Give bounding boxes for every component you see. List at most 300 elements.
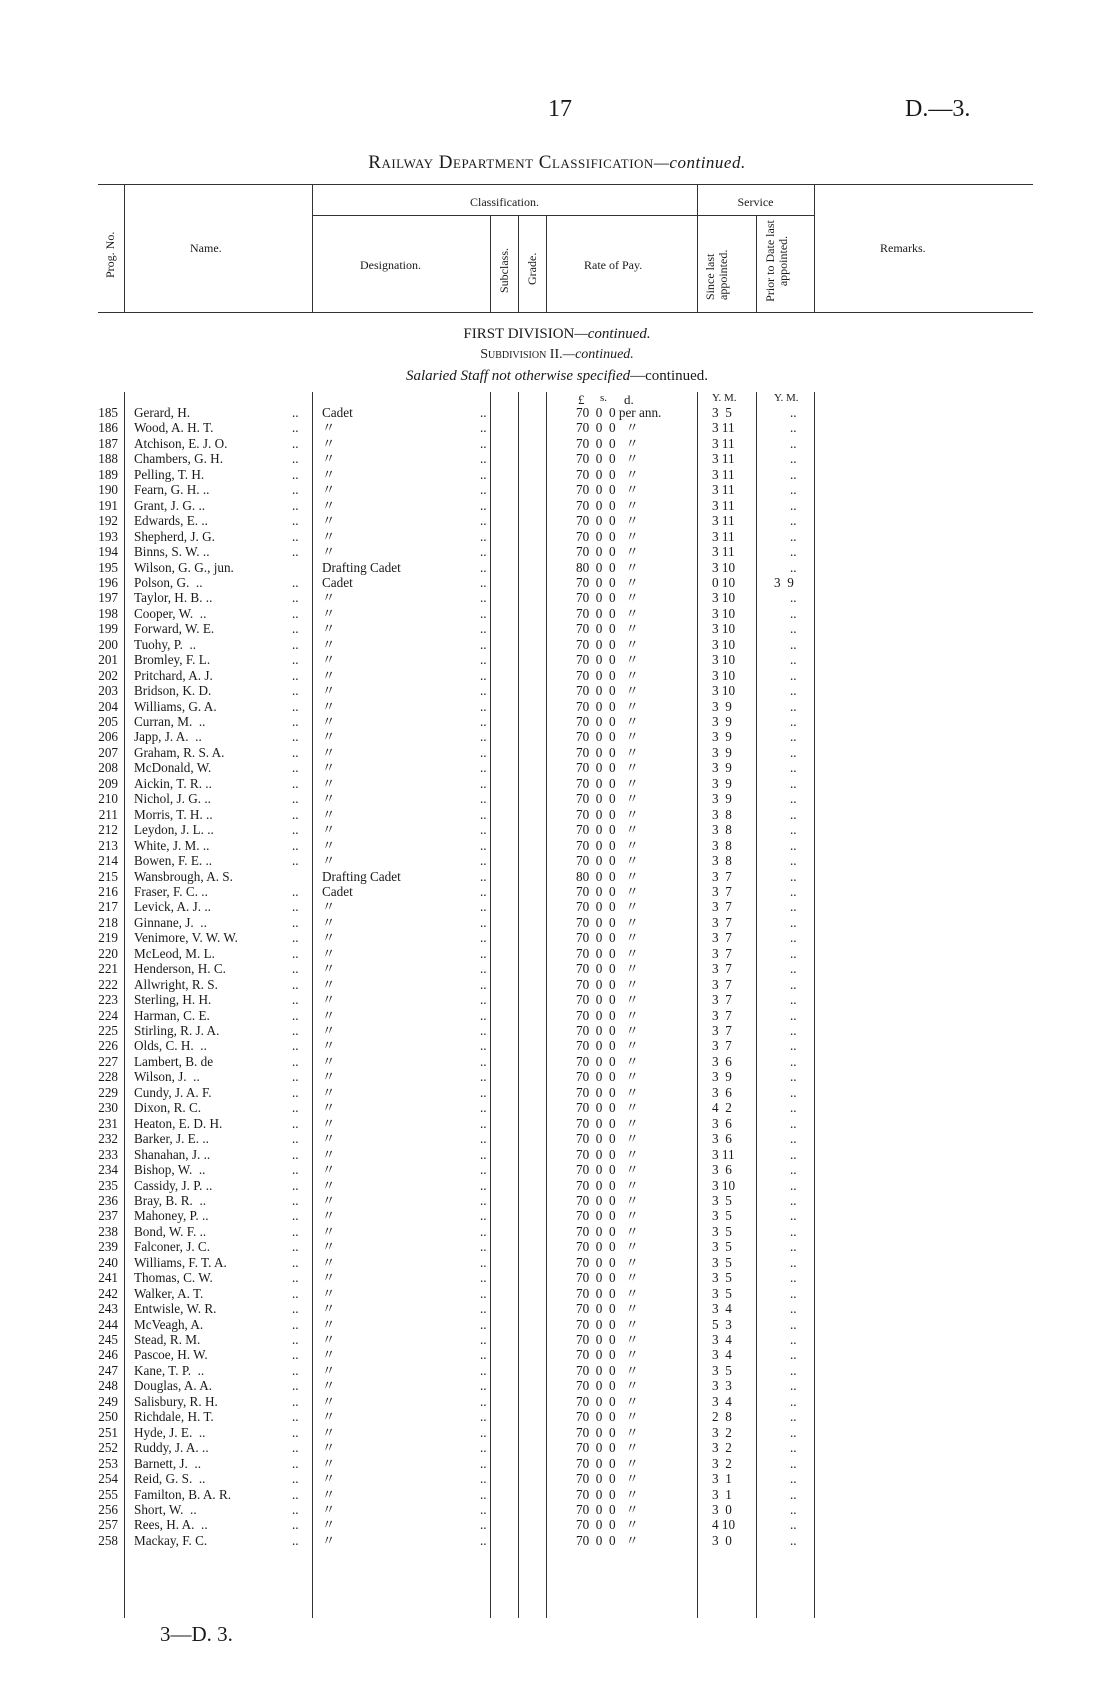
name-cell: Wansbrough, A. S.	[134, 868, 233, 884]
prior-leader-cell: ..	[790, 1146, 797, 1162]
classification-rule	[312, 215, 697, 216]
since-last-cell: 3 7	[712, 868, 732, 884]
designation-leader-cell: ..	[480, 1100, 487, 1116]
designation-cell: Drafting Cadet	[322, 868, 401, 884]
name-cell: McVeagh, A.	[134, 1316, 204, 1332]
table-row	[0, 946, 1114, 962]
name-cell: Stead, R. M.	[134, 1332, 201, 1347]
rate-of-pay-cell: 70 0 0 〃	[576, 605, 639, 621]
since-last-cell: 3 6	[712, 1053, 732, 1069]
since-last-cell: 3 7	[712, 961, 732, 977]
table-row	[0, 822, 1114, 838]
designation-cell: 〃	[322, 961, 336, 977]
rate-of-pay-cell: 70 0 0 〃	[576, 976, 639, 992]
name-leader-cell: ..	[292, 636, 299, 652]
rate-of-pay-cell: 70 0 0 〃	[576, 1053, 639, 1069]
since-last-cell: 3 11	[712, 544, 735, 560]
name-leader-cell: ..	[292, 574, 299, 590]
name-leader-cell: ..	[292, 961, 299, 977]
name-leader-cell: ..	[292, 1517, 299, 1533]
since-last-cell: 3 5	[712, 1239, 732, 1255]
prog-no-cell: 235	[98, 1177, 118, 1193]
name-leader-cell: ..	[292, 992, 299, 1008]
name-cell: Walker, A. T.	[134, 1285, 204, 1301]
prog-no-cell: 244	[98, 1316, 118, 1332]
designation-cell: 〃	[322, 1038, 336, 1054]
designation-leader-cell: ..	[480, 714, 487, 729]
designation-cell: 〃	[322, 714, 336, 729]
prior-leader-cell: ..	[790, 1471, 797, 1487]
rate-of-pay-cell: 70 0 0 〃	[576, 714, 639, 729]
since-last-cell: 3 7	[712, 899, 732, 915]
prog-no-cell: 212	[98, 822, 118, 838]
name-leader-cell: ..	[292, 1424, 299, 1440]
name-cell: Forward, W. E.	[134, 621, 215, 637]
table-row	[0, 436, 1114, 452]
designation-leader-cell: ..	[480, 1501, 487, 1517]
designation-leader-cell: ..	[480, 513, 487, 529]
prog-no-cell: 187	[98, 435, 118, 451]
since-last-cell: 3 10	[712, 667, 736, 683]
rate-of-pay-cell: 70 0 0 〃	[576, 791, 639, 807]
name-leader-cell: ..	[292, 1146, 299, 1162]
designation-leader-cell: ..	[480, 1378, 487, 1394]
name-cell: Aickin, T. R. ..	[134, 775, 212, 791]
name-cell: Williams, G. A.	[134, 698, 217, 714]
table-row	[0, 745, 1114, 761]
designation-cell: 〃	[322, 1131, 336, 1147]
designation-cell: 〃	[322, 1409, 336, 1425]
prior-leader-cell: ..	[790, 714, 797, 729]
rate-of-pay-cell: 70 0 0 per ann.	[576, 405, 662, 420]
name-cell: Cassidy, J. P. ..	[134, 1177, 213, 1193]
designation-cell: 〃	[322, 992, 336, 1008]
designation-leader-cell: ..	[480, 1146, 487, 1162]
prior-leader-cell: ..	[790, 698, 797, 714]
designation-cell: 〃	[322, 1501, 336, 1517]
prog-no-cell: 257	[98, 1517, 118, 1533]
name-leader-cell: ..	[292, 930, 299, 946]
designation-leader-cell: ..	[480, 1023, 487, 1038]
since-last-cell: 3 10	[712, 605, 736, 621]
since-last-cell: 3 11	[712, 466, 735, 482]
designation-leader-cell: ..	[480, 1517, 487, 1533]
designation-cell: 〃	[322, 1440, 336, 1456]
name-leader-cell: ..	[292, 1378, 299, 1394]
prior-leader-cell: ..	[790, 976, 797, 992]
designation-leader-cell: ..	[480, 775, 487, 791]
rate-of-pay-cell: 70 0 0 〃	[576, 1332, 639, 1347]
prog-no-cell: 191	[98, 497, 118, 513]
table-row	[0, 869, 1114, 885]
designation-leader-cell: ..	[480, 544, 487, 560]
name-cell: Japp, J. A. ..	[134, 729, 202, 745]
table-row	[0, 1317, 1114, 1333]
rate-of-pay-cell: 70 0 0 〃	[576, 1393, 639, 1409]
name-cell: Atchison, E. J. O.	[134, 435, 228, 451]
rate-of-pay-cell: 70 0 0 〃	[576, 1254, 639, 1270]
name-cell: Bridson, K. D.	[134, 683, 212, 699]
prog-no-cell: 211	[98, 806, 118, 822]
designation-cell: 〃	[322, 590, 336, 606]
name-cell: Thomas, C. W.	[134, 1270, 213, 1286]
header-prog-no: Prog. No.	[103, 231, 117, 278]
designation-cell: 〃	[322, 930, 336, 946]
prog-no-cell: 230	[98, 1100, 118, 1116]
prior-leader-cell: ..	[790, 1455, 797, 1471]
rate-of-pay-cell: 70 0 0 〃	[576, 1023, 639, 1038]
prog-no-cell: 246	[98, 1347, 118, 1363]
prior-leader-cell: ..	[790, 1270, 797, 1286]
designation-leader-cell: ..	[480, 729, 487, 745]
name-cell: Wilson, G. G., jun.	[134, 559, 234, 575]
rate-of-pay-cell: 70 0 0 〃	[576, 1100, 639, 1116]
rate-of-pay-cell: 70 0 0 〃	[576, 1301, 639, 1317]
rate-of-pay-cell: 70 0 0 〃	[576, 961, 639, 977]
prior-leader-cell: ..	[790, 482, 797, 498]
header-designation: Designation.	[360, 258, 421, 272]
designation-cell: 〃	[322, 1208, 336, 1224]
prog-no-cell: 232	[98, 1131, 118, 1147]
name-cell: Ginnane, J. ..	[134, 914, 207, 930]
name-leader-cell: ..	[292, 698, 299, 714]
table-row	[0, 977, 1114, 993]
designation-cell: 〃	[322, 976, 336, 992]
table-row	[0, 621, 1114, 637]
designation-leader-cell: ..	[480, 1038, 487, 1054]
designation-cell: 〃	[322, 621, 336, 637]
staff-suffix: —continued.	[630, 368, 709, 384]
rate-of-pay-cell: 70 0 0 〃	[576, 1084, 639, 1100]
rate-of-pay-cell: 70 0 0 〃	[576, 822, 639, 838]
table-row	[0, 637, 1114, 653]
prior-leader-cell: ..	[790, 1192, 797, 1208]
prog-no-cell: 234	[98, 1162, 118, 1178]
prior-leader-cell: ..	[790, 853, 797, 869]
name-leader-cell: ..	[292, 544, 299, 560]
designation-leader-cell: ..	[480, 698, 487, 714]
since-last-cell: 3 5	[712, 1208, 732, 1224]
rate-of-pay-cell: 70 0 0 〃	[576, 1208, 639, 1224]
designation-leader-cell: ..	[480, 806, 487, 822]
since-last-cell: 3 9	[712, 760, 732, 776]
designation-cell: 〃	[322, 1517, 336, 1533]
table-row	[0, 1255, 1114, 1271]
since-last-cell: 5 3	[712, 1316, 732, 1332]
name-cell: Barnett, J. ..	[134, 1455, 202, 1471]
rate-of-pay-cell: 70 0 0 〃	[576, 528, 639, 544]
rate-of-pay-cell: 70 0 0 〃	[576, 482, 639, 498]
designation-cell: 〃	[322, 1115, 336, 1131]
designation-cell: 〃	[322, 544, 336, 560]
prior-leader-cell: ..	[790, 760, 797, 776]
name-cell: Shanahan, J. ..	[134, 1146, 211, 1162]
table-row	[0, 807, 1114, 823]
table-row	[0, 405, 1114, 421]
rate-of-pay-cell: 70 0 0 〃	[576, 1146, 639, 1162]
prog-no-cell: 195	[98, 559, 118, 575]
name-leader-cell: ..	[292, 760, 299, 776]
prog-no-cell: 222	[98, 976, 118, 992]
prior-leader-cell: ..	[790, 744, 797, 760]
designation-leader-cell: ..	[480, 420, 487, 436]
table-row	[0, 1131, 1114, 1147]
since-last-cell: 3 5	[712, 1254, 732, 1270]
prior-leader-cell: ..	[790, 590, 797, 606]
designation-cell: 〃	[322, 1532, 336, 1548]
designation-leader-cell: ..	[480, 1069, 487, 1085]
prior-leader-cell: ..	[790, 420, 797, 436]
prior-leader-cell: ..	[790, 451, 797, 467]
name-leader-cell: ..	[292, 1069, 299, 1085]
designation-leader-cell: ..	[480, 1192, 487, 1208]
designation-leader-cell: ..	[480, 791, 487, 807]
rate-of-pay-cell: 70 0 0 〃	[576, 1440, 639, 1456]
table-row	[0, 1069, 1114, 1085]
since-last-cell: 0 10	[712, 574, 736, 590]
prior-leader-cell: ..	[790, 945, 797, 961]
name-leader-cell: ..	[292, 590, 299, 606]
name-leader-cell: ..	[292, 1532, 299, 1548]
name-leader-cell: ..	[292, 1316, 299, 1332]
designation-leader-cell: ..	[480, 683, 487, 699]
prog-no-cell: 220	[98, 945, 118, 961]
since-last-cell: 3 7	[712, 914, 732, 930]
prior-leader-cell: ..	[790, 1038, 797, 1054]
designation-cell: 〃	[322, 698, 336, 714]
table-row	[0, 1471, 1114, 1487]
unit-pence: d.	[624, 392, 634, 407]
rate-of-pay-cell: 70 0 0 〃	[576, 945, 639, 961]
prog-no-cell: 213	[98, 837, 118, 853]
table-row	[0, 1208, 1114, 1224]
prior-leader-cell: ..	[790, 1424, 797, 1440]
designation-cell: 〃	[322, 420, 336, 436]
table-row	[0, 1054, 1114, 1070]
designation-leader-cell: ..	[480, 1239, 487, 1255]
prog-no-cell: 225	[98, 1023, 118, 1038]
name-leader-cell: ..	[292, 1409, 299, 1425]
prior-leader-cell: ..	[790, 992, 797, 1008]
prog-no-cell: 200	[98, 636, 118, 652]
name-cell: Short, W. ..	[134, 1501, 197, 1517]
since-last-cell: 3 8	[712, 806, 732, 822]
rate-of-pay-cell: 70 0 0 〃	[576, 420, 639, 436]
prog-no-cell: 215	[98, 868, 118, 884]
name-cell: Venimore, V. W. W.	[134, 930, 238, 946]
name-leader-cell: ..	[292, 435, 299, 451]
prior-leader-cell: ..	[790, 544, 797, 560]
designation-leader-cell: ..	[480, 497, 487, 513]
since-last-cell: 3 4	[712, 1332, 732, 1347]
designation-cell: 〃	[322, 1270, 336, 1286]
designation-leader-cell: ..	[480, 559, 487, 575]
name-cell: Nichol, J. G. ..	[134, 791, 211, 807]
prior-leader-cell: ..	[790, 1100, 797, 1116]
prog-no-cell: 227	[98, 1053, 118, 1069]
rate-of-pay-cell: 70 0 0 〃	[576, 574, 639, 590]
prog-no-cell: 242	[98, 1285, 118, 1301]
prior-leader-cell: ..	[790, 1131, 797, 1147]
designation-leader-cell: ..	[480, 899, 487, 915]
designation-leader-cell: ..	[480, 1347, 487, 1363]
divider-8	[814, 184, 815, 312]
prog-no-cell: 217	[98, 899, 118, 915]
name-cell: Bromley, F. L.	[134, 652, 211, 668]
designation-leader-cell: ..	[480, 760, 487, 776]
name-cell: Entwisle, W. R.	[134, 1301, 217, 1317]
rate-of-pay-cell: 70 0 0 〃	[576, 1424, 639, 1440]
designation-leader-cell: ..	[480, 1285, 487, 1301]
designation-leader-cell: ..	[480, 1254, 487, 1270]
name-cell: Allwright, R. S.	[134, 976, 218, 992]
name-cell: Cooper, W. ..	[134, 605, 207, 621]
designation-leader-cell: ..	[480, 853, 487, 869]
designation-cell: 〃	[322, 760, 336, 776]
name-cell: Heaton, E. D. H.	[134, 1115, 223, 1131]
table-row	[0, 884, 1114, 900]
name-cell: Salisbury, R. H.	[134, 1393, 218, 1409]
name-cell: Curran, M. ..	[134, 714, 206, 729]
name-leader-cell: ..	[292, 1131, 299, 1147]
table-row	[0, 1332, 1114, 1348]
prog-no-cell: 207	[98, 744, 118, 760]
name-cell: Pritchard, A. J.	[134, 667, 213, 683]
rate-of-pay-cell: 70 0 0 〃	[576, 435, 639, 451]
prior-leader-cell: ..	[790, 1501, 797, 1517]
prior-leader-cell: ..	[790, 899, 797, 915]
table-row	[0, 1224, 1114, 1240]
prog-no-cell: 237	[98, 1208, 118, 1224]
designation-cell: 〃	[322, 806, 336, 822]
name-leader-cell: ..	[292, 1486, 299, 1502]
designation-leader-cell: ..	[480, 837, 487, 853]
prior-leader-cell: ..	[790, 1378, 797, 1394]
table-row	[0, 1193, 1114, 1209]
rate-of-pay-cell: 70 0 0 〃	[576, 883, 639, 899]
prior-leader-cell: ..	[790, 497, 797, 513]
prior-leader-cell: ..	[790, 1301, 797, 1317]
name-leader-cell: ..	[292, 1362, 299, 1378]
name-leader-cell: ..	[292, 822, 299, 838]
divider-5	[546, 215, 547, 312]
since-last-cell: 3 5	[712, 1362, 732, 1378]
designation-cell: 〃	[322, 435, 336, 451]
prog-no-cell: 199	[98, 621, 118, 637]
since-last-cell: 3 7	[712, 883, 732, 899]
designation-cell: 〃	[322, 1069, 336, 1085]
name-leader-cell: ..	[292, 853, 299, 869]
designation-leader-cell: ..	[480, 1223, 487, 1239]
table-row	[0, 590, 1114, 606]
since-last-cell: 3 6	[712, 1115, 732, 1131]
prog-no-cell: 256	[98, 1501, 118, 1517]
table-row	[0, 1162, 1114, 1178]
since-last-cell: 3 11	[712, 1146, 735, 1162]
table-row	[0, 668, 1114, 684]
since-last-cell: 3 10	[712, 652, 736, 668]
designation-leader-cell: ..	[480, 1332, 487, 1347]
prog-no-cell: 206	[98, 729, 118, 745]
designation-leader-cell: ..	[480, 1208, 487, 1224]
subdivision-title	[0, 347, 1114, 363]
name-leader-cell: ..	[292, 1285, 299, 1301]
table-row	[0, 1008, 1114, 1024]
since-last-cell: 3 8	[712, 837, 732, 853]
name-cell: Olds, C. H. ..	[134, 1038, 207, 1054]
rate-of-pay-cell: 70 0 0 〃	[576, 1517, 639, 1533]
rate-of-pay-cell: 70 0 0 〃	[576, 899, 639, 915]
rate-of-pay-cell: 70 0 0 〃	[576, 1223, 639, 1239]
rate-of-pay-cell: 70 0 0 〃	[576, 1347, 639, 1363]
designation-cell: 〃	[322, 1347, 336, 1363]
prog-no-cell: 194	[98, 544, 118, 560]
prior-leader-cell: ..	[790, 621, 797, 637]
designation-leader-cell: ..	[480, 744, 487, 760]
header-since-last: Since last appointed.	[703, 249, 730, 300]
name-leader-cell: ..	[292, 1084, 299, 1100]
prior-leader-cell: ..	[790, 729, 797, 745]
name-leader-cell: ..	[292, 1501, 299, 1517]
prog-no-cell: 243	[98, 1301, 118, 1317]
prog-no-cell: 186	[98, 420, 118, 436]
prior-leader-cell: ..	[790, 868, 797, 884]
designation-leader-cell: ..	[480, 1007, 487, 1023]
designation-cell: 〃	[322, 1254, 336, 1270]
name-cell: Mahoney, P. ..	[134, 1208, 209, 1224]
prog-no-cell: 209	[98, 775, 118, 791]
designation-leader-cell: ..	[480, 574, 487, 590]
rate-of-pay-cell: 70 0 0 〃	[576, 1115, 639, 1131]
name-cell: Bishop, W. ..	[134, 1162, 206, 1178]
since-last-cell: 3 5	[712, 1270, 732, 1286]
prog-no-cell: 236	[98, 1192, 118, 1208]
unit-service-since: Y. M.	[712, 392, 737, 404]
rate-of-pay-cell: 70 0 0 〃	[576, 590, 639, 606]
name-leader-cell: ..	[292, 1301, 299, 1317]
since-last-cell: 3 11	[712, 528, 735, 544]
prog-no-cell: 247	[98, 1362, 118, 1378]
name-cell: Falconer, J. C.	[134, 1239, 211, 1255]
designation-cell: 〃	[322, 1223, 336, 1239]
designation-leader-cell: ..	[480, 528, 487, 544]
staff-title	[0, 368, 1114, 385]
since-last-cell: 3 11	[712, 482, 735, 498]
division-suffix: —continued.	[574, 326, 651, 342]
prog-no-cell: 228	[98, 1069, 118, 1085]
unit-service-prior: Y. M.	[774, 392, 799, 404]
since-last-cell: 3 7	[712, 1023, 732, 1038]
designation-leader-cell: ..	[480, 1409, 487, 1425]
designation-leader-cell: ..	[480, 1053, 487, 1069]
rate-of-pay-cell: 70 0 0 〃	[576, 1069, 639, 1085]
rate-of-pay-cell: 70 0 0 〃	[576, 451, 639, 467]
name-leader-cell: ..	[292, 482, 299, 498]
designation-leader-cell: ..	[480, 1270, 487, 1286]
name-leader-cell: ..	[292, 513, 299, 529]
name-cell: Bray, B. R. ..	[134, 1192, 207, 1208]
since-last-cell: 3 7	[712, 992, 732, 1008]
designation-leader-cell: ..	[480, 590, 487, 606]
prior-leader-cell: ..	[790, 559, 797, 575]
prior-leader-cell: ..	[790, 1393, 797, 1409]
prior-leader-cell: ..	[790, 1332, 797, 1347]
since-last-cell: 3 9	[712, 791, 732, 807]
table-row	[0, 1286, 1114, 1302]
rate-of-pay-cell: 70 0 0 〃	[576, 1532, 639, 1548]
name-cell: Douglas, A. A.	[134, 1378, 213, 1394]
name-cell: Lambert, B. de	[134, 1053, 214, 1069]
